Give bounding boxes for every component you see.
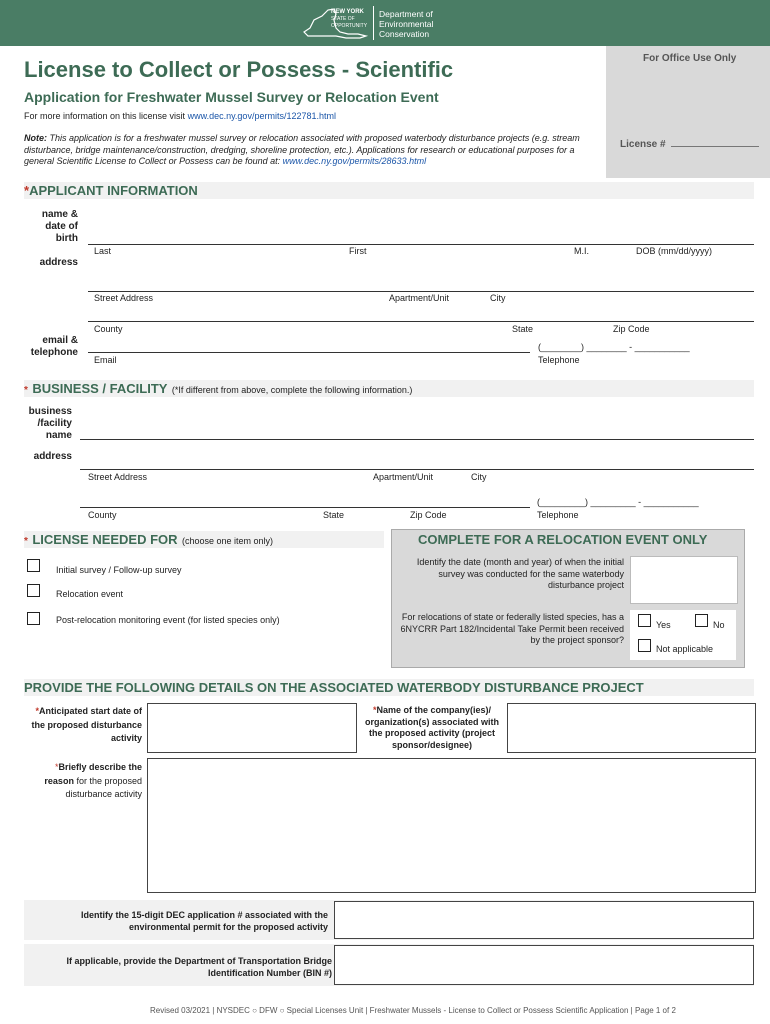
business-apt-caption: Apartment/Unit: [373, 472, 434, 482]
required-star: *: [54, 762, 59, 772]
business-county-line[interactable]: [80, 507, 530, 508]
county-line[interactable]: [88, 321, 754, 322]
business-zip-caption: Zip Code: [410, 510, 447, 520]
relocation-event-checkbox[interactable]: [27, 584, 40, 597]
last-name-caption: Last: [94, 246, 112, 256]
business-section-header: [24, 380, 754, 397]
dec-number-input[interactable]: [334, 901, 754, 939]
business-state-caption: State: [323, 510, 345, 520]
note-label: Note:: [24, 133, 47, 143]
email-caption: Email: [94, 355, 117, 365]
business-county-caption: County: [88, 510, 117, 520]
initial-survey-label: Initial survey / Follow-up survey: [56, 565, 182, 575]
reason-label-rest: for the proposed disturbance activity: [65, 775, 142, 799]
project-heading: PROVIDE THE FOLLOWING DETAILS ON THE ASSOCIATED WATERBODY DISTURBANCE PROJECT: [24, 680, 644, 695]
apt-caption: Apartment/Unit: [389, 293, 450, 303]
office-use-title: For Office Use Only: [643, 53, 737, 64]
business-name-label: business /facility name: [28, 406, 72, 441]
required-star: *: [372, 705, 377, 715]
initial-survey-date-question: Identify the date (month and year) of when the initial survey was conducted for the same waterbody disturbance project: [416, 557, 624, 590]
license-needed-note: (choose one item only): [182, 536, 274, 546]
applicant-heading: APPLICANT INFORMATION: [29, 183, 198, 198]
logo-text: [331, 9, 367, 30]
email-telephone-label: email & telephone: [30, 335, 78, 358]
logo-state-text: NEW YORK: [331, 9, 364, 15]
company-label: [364, 705, 500, 751]
info-prefix: For more information on this license visit: [24, 111, 186, 121]
company-input[interactable]: [507, 703, 756, 753]
business-telephone-caption: Telephone: [537, 510, 579, 520]
name-dob-label: name & date of birth: [41, 209, 78, 244]
start-date-label-text: Anticipated start date of the proposed disturbance activity: [31, 706, 142, 743]
page-title: License to Collect or Possess - Scientific: [24, 57, 454, 82]
street-caption: Street Address: [94, 293, 154, 303]
dept-line2: Environmental: [379, 19, 434, 29]
telephone-field[interactable]: (________) ________ - ___________: [538, 342, 690, 352]
middle-initial-caption: M.I.: [574, 246, 589, 256]
info-link[interactable]: www.dec.ny.gov/permits/122781.html: [187, 111, 336, 121]
state-caption: State: [512, 324, 534, 334]
relocation-heading: COMPLETE FOR A RELOCATION EVENT ONLY: [418, 532, 708, 547]
reason-label-bold: Briefly describe the reason: [44, 762, 142, 786]
required-star: *: [24, 183, 30, 198]
logo-divider: [373, 6, 374, 40]
first-name-caption: First: [349, 246, 367, 256]
applicant-section-header: [24, 182, 754, 199]
county-caption: County: [94, 324, 123, 334]
email-line[interactable]: [88, 352, 530, 353]
business-street-caption: Street Address: [88, 472, 148, 482]
permit-na-label: Not applicable: [656, 644, 714, 654]
info-line: [24, 111, 336, 121]
business-name-line[interactable]: [80, 439, 754, 440]
business-address-label: address: [33, 451, 72, 462]
note-link[interactable]: www.dec.ny.gov/permits/28633.html: [282, 156, 427, 166]
project-section-header: [24, 679, 754, 696]
required-star: *: [35, 706, 39, 716]
dept-line1: Department of: [379, 9, 433, 19]
note-paragraph: [24, 133, 604, 168]
business-street-line[interactable]: [80, 469, 754, 470]
reason-label: [24, 761, 142, 802]
initial-survey-checkbox[interactable]: [27, 559, 40, 572]
post-relocation-label: Post-relocation monitoring event (for listed species only): [56, 615, 280, 625]
telephone-caption: Telephone: [538, 355, 580, 365]
license-needed-heading: LICENSE NEEDED FOR: [32, 532, 178, 547]
bin-number-row: [24, 944, 754, 986]
logo-sub1-text: STATE OF: [331, 16, 355, 22]
office-use-box: [606, 46, 770, 178]
license-number-field[interactable]: [620, 139, 759, 150]
city-caption: City: [490, 293, 506, 303]
start-date-label: [24, 705, 142, 746]
business-city-caption: City: [471, 472, 487, 482]
start-date-input[interactable]: [147, 703, 357, 753]
page-subtitle: Application for Freshwater Mussel Survey or Relocation Event: [24, 89, 439, 105]
bin-number-label: If applicable, provide the Department of Transportation Bridge Identification Number (BIN #): [66, 956, 332, 978]
bin-number-input[interactable]: [334, 945, 754, 985]
permit-no-checkbox[interactable]: [695, 614, 708, 627]
dept-name: [379, 9, 433, 39]
required-star: *: [24, 536, 28, 547]
permit-yes-checkbox[interactable]: [638, 614, 651, 627]
initial-survey-date-input[interactable]: [630, 556, 738, 604]
take-permit-question: For relocations of state or federally listed species, has a 6NYCRR Part 182/Incidental Take Permit been received by the project sponsor?: [400, 612, 624, 645]
business-note: (*If different from above, complete the following information.): [171, 385, 413, 395]
license-needed-header: [24, 531, 384, 548]
header-bar: [0, 0, 770, 46]
dec-number-label: Identify the 15-digit DEC application # associated with the environmental permit for the proposed activity: [80, 910, 328, 932]
applicant-address-label: address: [39, 257, 78, 268]
post-relocation-checkbox[interactable]: [27, 612, 40, 625]
company-label-text: Name of the company(ies)/ organization(s) associated with the proposed activity (project sponsor/designee): [364, 705, 500, 750]
license-number-label: License #: [620, 139, 666, 150]
permit-na-checkbox[interactable]: [638, 639, 651, 652]
permit-no-label: No: [713, 620, 725, 630]
take-permit-options: [630, 610, 736, 660]
logo-sub2-text: OPPORTUNITY: [331, 23, 368, 29]
zip-caption: Zip Code: [613, 324, 650, 334]
dec-number-row: [24, 900, 754, 940]
relocation-event-label: Relocation event: [56, 589, 124, 599]
relocation-panel: [391, 529, 745, 668]
reason-textarea[interactable]: [147, 758, 756, 893]
dept-line3: Conservation: [379, 29, 430, 39]
permit-yes-label: Yes: [656, 620, 671, 630]
note-text: This application is for a freshwater mussel survey or relocation associated with proposed waterbody disturbance projects (e.g. stream disturbance, bridge maintenance/construction, dredging, shoreline protection, etc.). Applications for research or educational purposes for a general Scientific License to Collect or Possess can be found at:: [24, 133, 580, 166]
required-star: *: [24, 385, 28, 396]
street-line[interactable]: [88, 291, 754, 292]
page-footer: Revised 03/2021 | NYSDEC ○ DFW ○ Special Licenses Unit | Freshwater Mussels - License to Collect or Possess Scientific Application | Page 1 of 2: [150, 1006, 676, 1015]
name-dob-line[interactable]: [88, 244, 754, 245]
dob-caption: DOB (mm/dd/yyyy): [636, 246, 713, 256]
business-telephone-field[interactable]: (_________) _________ - ___________: [537, 497, 699, 507]
business-heading: BUSINESS / FACILITY: [32, 381, 168, 396]
